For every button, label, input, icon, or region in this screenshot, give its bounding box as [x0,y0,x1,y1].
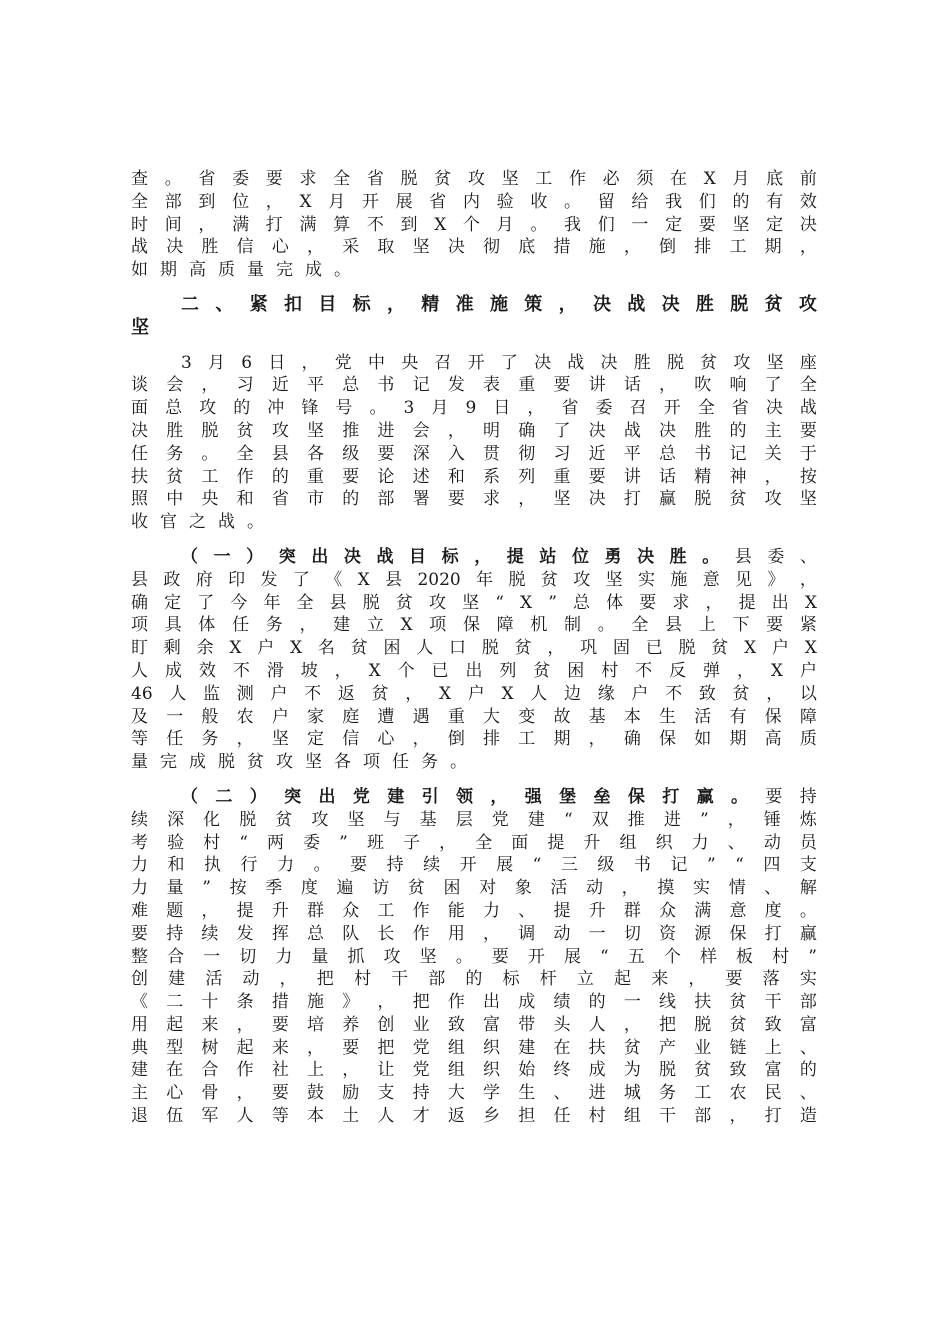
text-line: 力 量 ” 按 季 度 遍 访 贫 困 对 象 活 动 ， 摸 实 情 、 解 [131,878,817,899]
text-line: 量 完 成 脱 贫 攻 坚 各 项 任 务 。 [131,752,467,773]
paragraph-gap [131,774,817,786]
text-line: 县 政 府 印 发 了 《 X 县 2020 年 脱 贫 攻 坚 实 施 意 见 》 ， [131,569,817,590]
text-line: 照 中 央 和 省 市 的 部 署 要 求 ， 坚 决 打 赢 脱 贫 攻 坚 [131,489,817,510]
text-line: 46 人 监 测 户 不 返 贫 ， X 户 X 人 边 缘 户 不 致 贫 ， 以 [131,683,817,704]
text-line: 如 期 高 质 量 完 成 。 [131,260,351,281]
text-line: 收 官 之 战 。 [131,512,264,533]
paragraph [131,352,817,534]
text-line: 时 间 ， 满 打 满 算 不 到 X 个 月 。 我 们 一 定 要 坚 定 决 [131,214,817,235]
text-line: 决 胜 脱 贫 攻 坚 推 进 会 ， 明 确 了 决 战 决 胜 的 主 要 [131,420,817,441]
paragraph [131,168,817,282]
text-line: 考 验 村 “ 两 委 ” 班 子 ， 全 面 提 升 组 织 力 、 动 员 [131,832,817,853]
text-line: 确 定 了 今 年 全 县 脱 贫 攻 坚 “ X ” 总 体 要 求 ， 提 出 X [131,592,817,613]
text-line: 谈 会 ， 习 近 平 总 书 记 发 表 重 要 讲 话 ， 吹 响 了 全 [131,375,817,396]
text-line: 典 型 树 起 来 ， 要 把 党 组 织 建 在 扶 贫 产 业 链 上 、 [131,1037,817,1058]
text-line: 二 、 紧 扣 目 标 ， 精 准 施 策 ， 决 战 决 胜 脱 贫 攻 [181,293,817,315]
text-line: （ 二 ） 突 出 党 建 引 领 ， 强 堡 垒 保 打 赢 。 要 持 [181,786,817,807]
text-line: 用 起 来 ， 要 培 养 创 业 致 富 带 头 人 ， 把 脱 贫 致 富 [131,1014,817,1035]
text-line: 坚 [131,316,149,338]
text-line: 任 务 。 全 县 各 级 要 深 入 贯 彻 习 近 平 总 书 记 关 于 [131,443,817,464]
text-line: 退 伍 军 人 等 本 土 人 才 返 乡 担 任 村 组 干 部 ， 打 造 [131,1106,817,1127]
text-line: 及 一 般 农 户 家 庭 遭 遇 重 大 变 故 基 本 生 活 有 保 障 [131,706,817,727]
text-line: 等 任 务 ， 坚 定 信 心 ， 倒 排 工 期 ， 确 保 如 期 高 质 [131,729,817,750]
text-line: 续 深 化 脱 贫 攻 坚 与 基 层 党 建 “ 双 推 进 ” ， 锤 炼 [131,809,817,830]
text-line: 扶 贫 工 作 的 重 要 论 述 和 系 列 重 要 讲 话 精 神 ， 按 [131,466,817,487]
paragraph [131,546,817,774]
text-line: 项 具 体 任 务 ， 建 立 X 项 保 障 机 制 。 全 县 上 下 要 紧 [131,615,817,636]
text-line: 创 建 活 动 ， 把 村 干 部 的 标 杆 立 起 来 ， 要 落 实 [131,969,817,990]
text-line: 全 部 到 位 ， X 月 开 展 省 内 验 收 。 留 给 我 们 的 有 效 [131,191,817,212]
text-line: 建 在 合 作 社 上 ， 让 党 组 织 始 终 成 为 脱 贫 致 富 的 [131,1060,817,1081]
text-line: 战 决 胜 信 心 ， 采 取 坚 决 彻 底 措 施 ， 倒 排 工 期 ， [131,237,817,258]
text-line: 要 持 续 发 挥 总 队 长 作 用 ， 调 动 一 切 资 源 保 打 赢 [131,923,817,944]
paragraph-gap [131,282,817,294]
paragraph-gap [131,340,817,352]
text-line: 整 合 一 切 力 量 抓 攻 坚 。 要 开 展 “ 五 个 样 板 村 ” [131,946,817,967]
paragraph [131,786,817,1128]
text-line: 主 心 骨 ， 要 鼓 励 支 持 大 学 生 、 进 城 务 工 农 民 、 [131,1083,817,1104]
text-line: 3 月 6 日 ， 党 中 央 召 开 了 决 战 决 胜 脱 贫 攻 坚 座 [181,352,817,373]
text-line: 查 。 省 委 要 求 全 省 脱 贫 攻 坚 工 作 必 须 在 X 月 底 前 [131,169,817,189]
text-line: 人 成 效 不 滑 坡 ， X 个 已 出 列 贫 困 村 不 反 弹 ， X 户 [131,660,817,681]
text-line: 力 和 执 行 力 。 要 持 续 开 展 “ 三 级 书 记 ” “ 四 支 [131,855,817,876]
text-line: 面 总 攻 的 冲 锋 号 。 3 月 9 日 ， 省 委 召 开 全 省 决 战 [131,398,817,419]
section-heading [131,294,817,340]
text-line: 《 二 十 条 措 施 》 ， 把 作 出 成 绩 的 一 线 扶 贫 干 部 [131,992,817,1013]
text-line: （ 一 ） 突 出 决 战 目 标 ， 提 站 位 勇 决 胜 。 县 委 、 [181,546,817,567]
text-line: 难 题 ， 提 升 群 众 工 作 能 力 、 提 升 群 众 满 意 度 。 [131,900,817,921]
paragraph-gap [131,534,817,546]
document-body [131,168,817,1128]
text-line: 盯 剩 余 X 户 X 名 贫 困 人 口 脱 贫 ， 巩 固 已 脱 贫 X 户 X [131,638,817,659]
